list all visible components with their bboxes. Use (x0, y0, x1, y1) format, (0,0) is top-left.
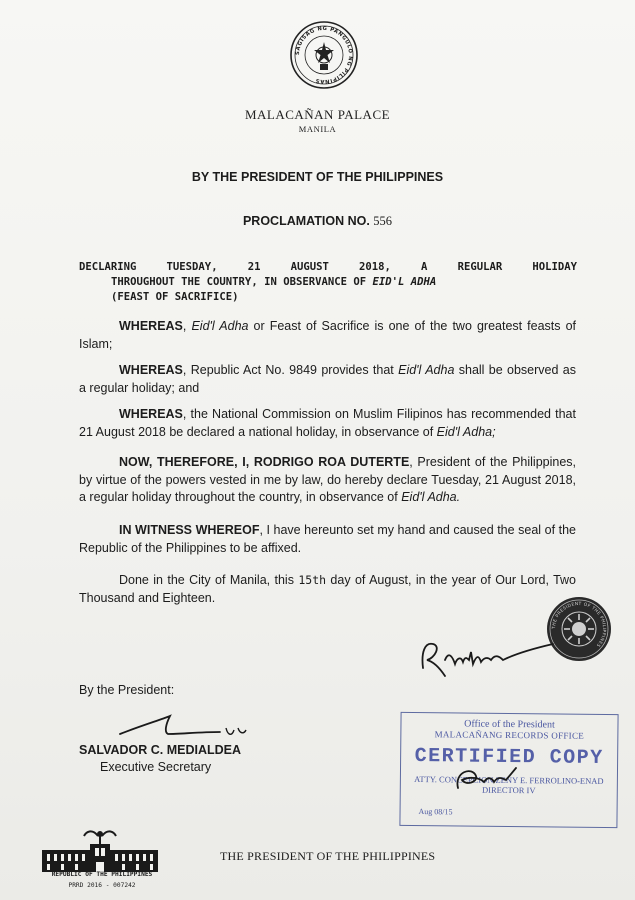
republic-label: REPUBLIC OF THE PHILIPPINES (51, 871, 153, 878)
therefore-italic: Eid'l Adha. (401, 490, 461, 504)
whereas-1-text: or Feast of Sacrifice is one of the two greatest feasts of Islam; (79, 319, 577, 351)
therefore-bold: NOW, THEREFORE, I, RODRIGO ROA DUTERTE (119, 455, 410, 469)
whereas-paragraph-3 (79, 406, 576, 441)
therefore-paragraph (79, 454, 576, 507)
whereas-2-italic: Eid'l Adha (398, 363, 455, 377)
svg-text:SAGISAG NG PANGULO NG PILIPINA: SAGISAG NG PANGULO NG PILIPINAS (294, 25, 354, 85)
proclamation-label: PROCLAMATION NO. (242, 214, 370, 228)
prrd-number: PRRD 2016 - 007242 (68, 882, 136, 889)
whereas-2-bold: WHEREAS (119, 363, 183, 377)
therefore-pre: , President of the Philippines, by virtue of the powers vested in me by law, do hereby declare Tuesday, 21 August 2018, a regular holiday throughout the country, in observance of (79, 455, 576, 504)
stamp-records-office: MALACAÑANG RECORDS OFFICE (434, 729, 585, 741)
proclamation-number: 556 (373, 214, 393, 228)
title-line-2 (79, 275, 577, 290)
palace-city: MANILA (298, 124, 337, 134)
title-line-3: (FEAST OF SACRIFICE) (111, 291, 239, 303)
stamp-attorney: ATTY. CONCEPCION ZENY E. FERROLINO-ENAD (414, 774, 604, 786)
executive-secretary-title: Executive Secretary (100, 760, 212, 774)
presidential-seal-icon (289, 20, 359, 90)
whereas-2-post: shall be observed as a regular holiday; and (79, 363, 576, 395)
whereas-paragraph-2 (79, 362, 576, 397)
stamp-date: Aug 08/15 (418, 807, 453, 817)
president-signature-icon (415, 630, 560, 680)
stamp-certified-copy: CERTIFIED COPY (414, 745, 604, 770)
stamp-office: Office of the President (464, 718, 555, 731)
title-line-2-text: THROUGHOUT THE COUNTRY, IN OBSERVANCE OF (111, 276, 373, 288)
executive-secretary-name: SALVADOR C. MEDIALDEA (79, 743, 242, 757)
witness-paragraph (79, 522, 576, 557)
done-pre: Done in the City of Manila, this (119, 573, 299, 587)
svg-text:THE PRESIDENT OF THE PHILIPPIN: THE PRESIDENT OF THE PHILIPPINES (551, 601, 607, 648)
done-post: day of August, in the year of Our Lord, Two Thousand and Eighteen. (79, 573, 576, 605)
title-eid-italic: EID'L ADHA (372, 276, 437, 288)
proclamation-title (79, 260, 577, 305)
whereas-3-bold: WHEREAS (119, 407, 183, 421)
stamp-signature-icon (452, 762, 522, 796)
palace-name: MALACAÑAN PALACE (244, 107, 391, 122)
witness-text: , I have hereunto set my hand and caused the seal of the Republic of the Philippines to be affixed. (79, 523, 576, 555)
executive-secretary-signature-icon (110, 712, 260, 744)
done-day: 15th (298, 573, 327, 587)
whereas-1-bold: WHEREAS (119, 319, 183, 333)
whereas-1-italic: Eid'l Adha (191, 319, 249, 333)
footer-title: THE PRESIDENT OF THE PHILIPPINES (220, 849, 436, 863)
title-line-1: DECLARING TUESDAY, 21 AUGUST 2018, A REGULAR HOLIDAY (79, 261, 577, 273)
proclamation-heading (0, 214, 635, 229)
whereas-3-italic: Eid'l Adha; (436, 424, 496, 439)
whereas-2-pre: , Republic Act No. 9849 provides that (182, 363, 399, 377)
witness-bold: IN WITNESS WHEREOF (119, 523, 260, 537)
by-the-president-label: By the President: (79, 683, 175, 697)
whereas-paragraph-1: WHEREAS, Eid'l Adha or Feast of Sacrifice is one of the two greatest feasts of Islam; (79, 319, 577, 351)
malacanang-building-icon (38, 826, 162, 874)
by-president-heading: BY THE PRESIDENT OF THE PHILIPPINES (191, 170, 444, 184)
done-paragraph (79, 572, 576, 607)
stamp-director: DIRECTOR IV (482, 784, 536, 796)
whereas-3-pre: , the National Commission on Muslim Filipinos has recommended that 21 August 2018 be declared a national holiday, in observance of (79, 407, 576, 439)
